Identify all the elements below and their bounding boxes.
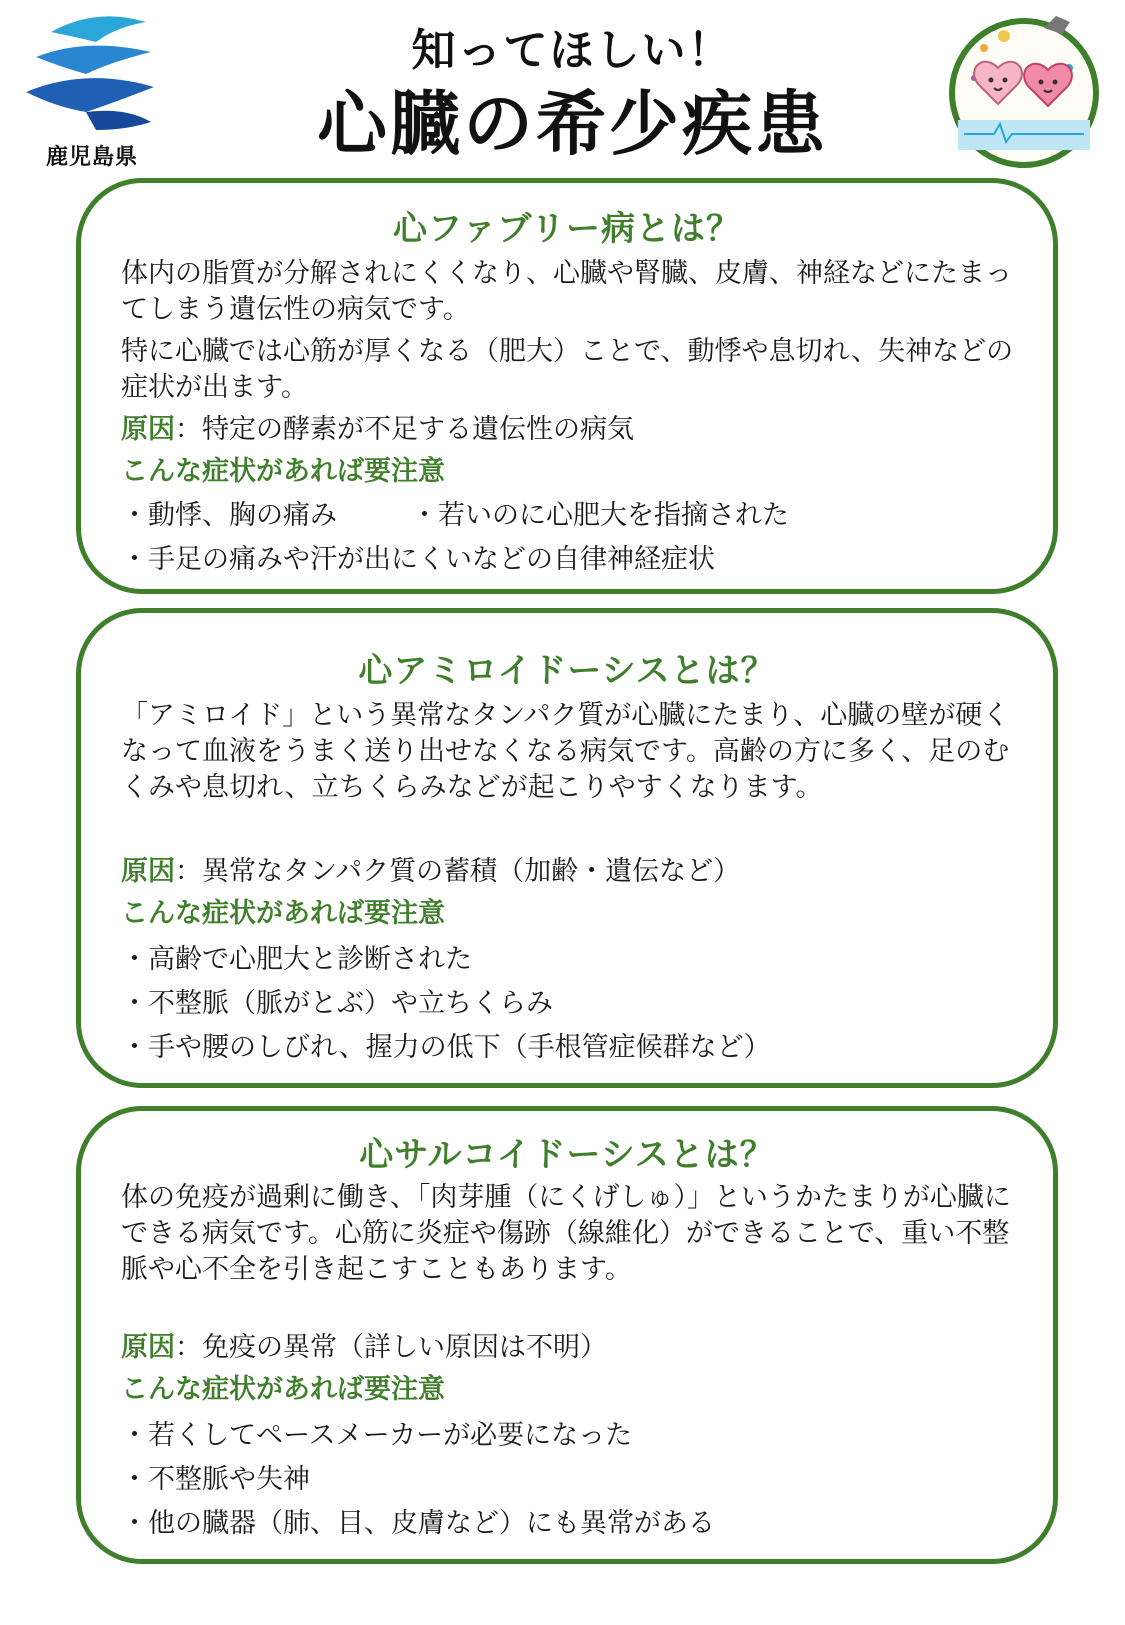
warning-heading: こんな症状があれば要注意 xyxy=(121,1374,445,1405)
section-title: 心ファブリー病とは？ xyxy=(393,209,741,249)
cause-label: 原因 xyxy=(121,414,175,445)
warning-heading: こんな症状があれば要注意 xyxy=(121,898,445,929)
symptom-item: ・若くしてペースメーカーが必要になった xyxy=(121,1420,633,1451)
symptom-list xyxy=(121,1414,1013,1546)
symptom-item: ・動悸、胸の痛み xyxy=(121,500,337,531)
cause-label: 原因 xyxy=(121,856,175,887)
title-top: 知ってほしい！ xyxy=(411,25,734,76)
section-paragraph: 特に心臓では心筋が厚くなる（肥大）ことで、動悸や息切れ、失神などの症状が出ます。 xyxy=(121,336,1014,403)
prefecture-name: 鹿児島県 xyxy=(45,145,138,170)
section-card-sarcoidosis xyxy=(76,1106,1058,1564)
symptom-item: ・手や腰のしびれ、握力の低下（手根管症候群など） xyxy=(121,1032,771,1063)
warning-heading: こんな症状があれば要注意 xyxy=(121,456,445,487)
page-header xyxy=(0,0,1125,180)
cause-text: ：特定の酵素が不足する遺伝性の病気 xyxy=(175,414,634,445)
symptom-item: ・高齢で心肥大と診断された xyxy=(121,944,472,975)
page-title: 心臓の希少疾患 xyxy=(317,83,828,165)
symptom-item: ・不整脈（脈がとぶ）や立ちくらみ xyxy=(121,988,553,1019)
symptom-item: ・他の臓器（肺、目、皮膚など）にも異常がある xyxy=(121,1508,715,1539)
symptom-item: ・若いのに心肥大を指摘された xyxy=(411,500,789,531)
section-paragraph: 「アミロイド」という異常なタンパク質が心臓にたまり、心臓の壁が硬くなって血液をうまく送り出せなくなる病気です。高齢の方に多く、足のむくみや息切れ、立ちくらみなどが起こりやすくなります。 xyxy=(121,700,1010,803)
cause-text: ：免疫の異常（詳しい原因は不明） xyxy=(175,1332,607,1363)
section-card-amyloidosis xyxy=(76,608,1058,1088)
section-card-fabry xyxy=(76,178,1058,594)
symptom-item: ・手足の痛みや汗が出にくいなどの自律神経症状 xyxy=(121,544,715,575)
section-title: 心サルコイドーシスとは？ xyxy=(359,1135,775,1175)
section-paragraph: 体の免疫が過剰に働き、「肉芽腫（にくげしゅ）」というかたまりが心臓にできる病気です。心筋に炎症や傷跡（線維化）ができることで、重い不整脈や心不全を引き起こすこともあります。 xyxy=(121,1182,1011,1285)
cause-line xyxy=(121,854,1021,890)
cause-label: 原因 xyxy=(121,1332,175,1363)
section-paragraph: 体内の脂質が分解されにくくなり、心臓や腎臓、皮膚、神経などにたまってしまう遺伝性の病気です。 xyxy=(121,258,1012,325)
section-title: 心アミロイドーシスとは？ xyxy=(358,651,776,691)
cause-line xyxy=(121,1330,1021,1366)
symptom-list xyxy=(121,494,1013,582)
symptom-list xyxy=(121,938,1013,1070)
cause-text: ：異常なタンパク質の蓄積（加齢・遺伝など） xyxy=(175,856,741,887)
list-item xyxy=(121,494,1013,538)
cause-line xyxy=(121,412,1021,448)
symptom-item: ・不整脈や失神 xyxy=(121,1464,310,1495)
heart-mascot-icon xyxy=(944,8,1114,178)
